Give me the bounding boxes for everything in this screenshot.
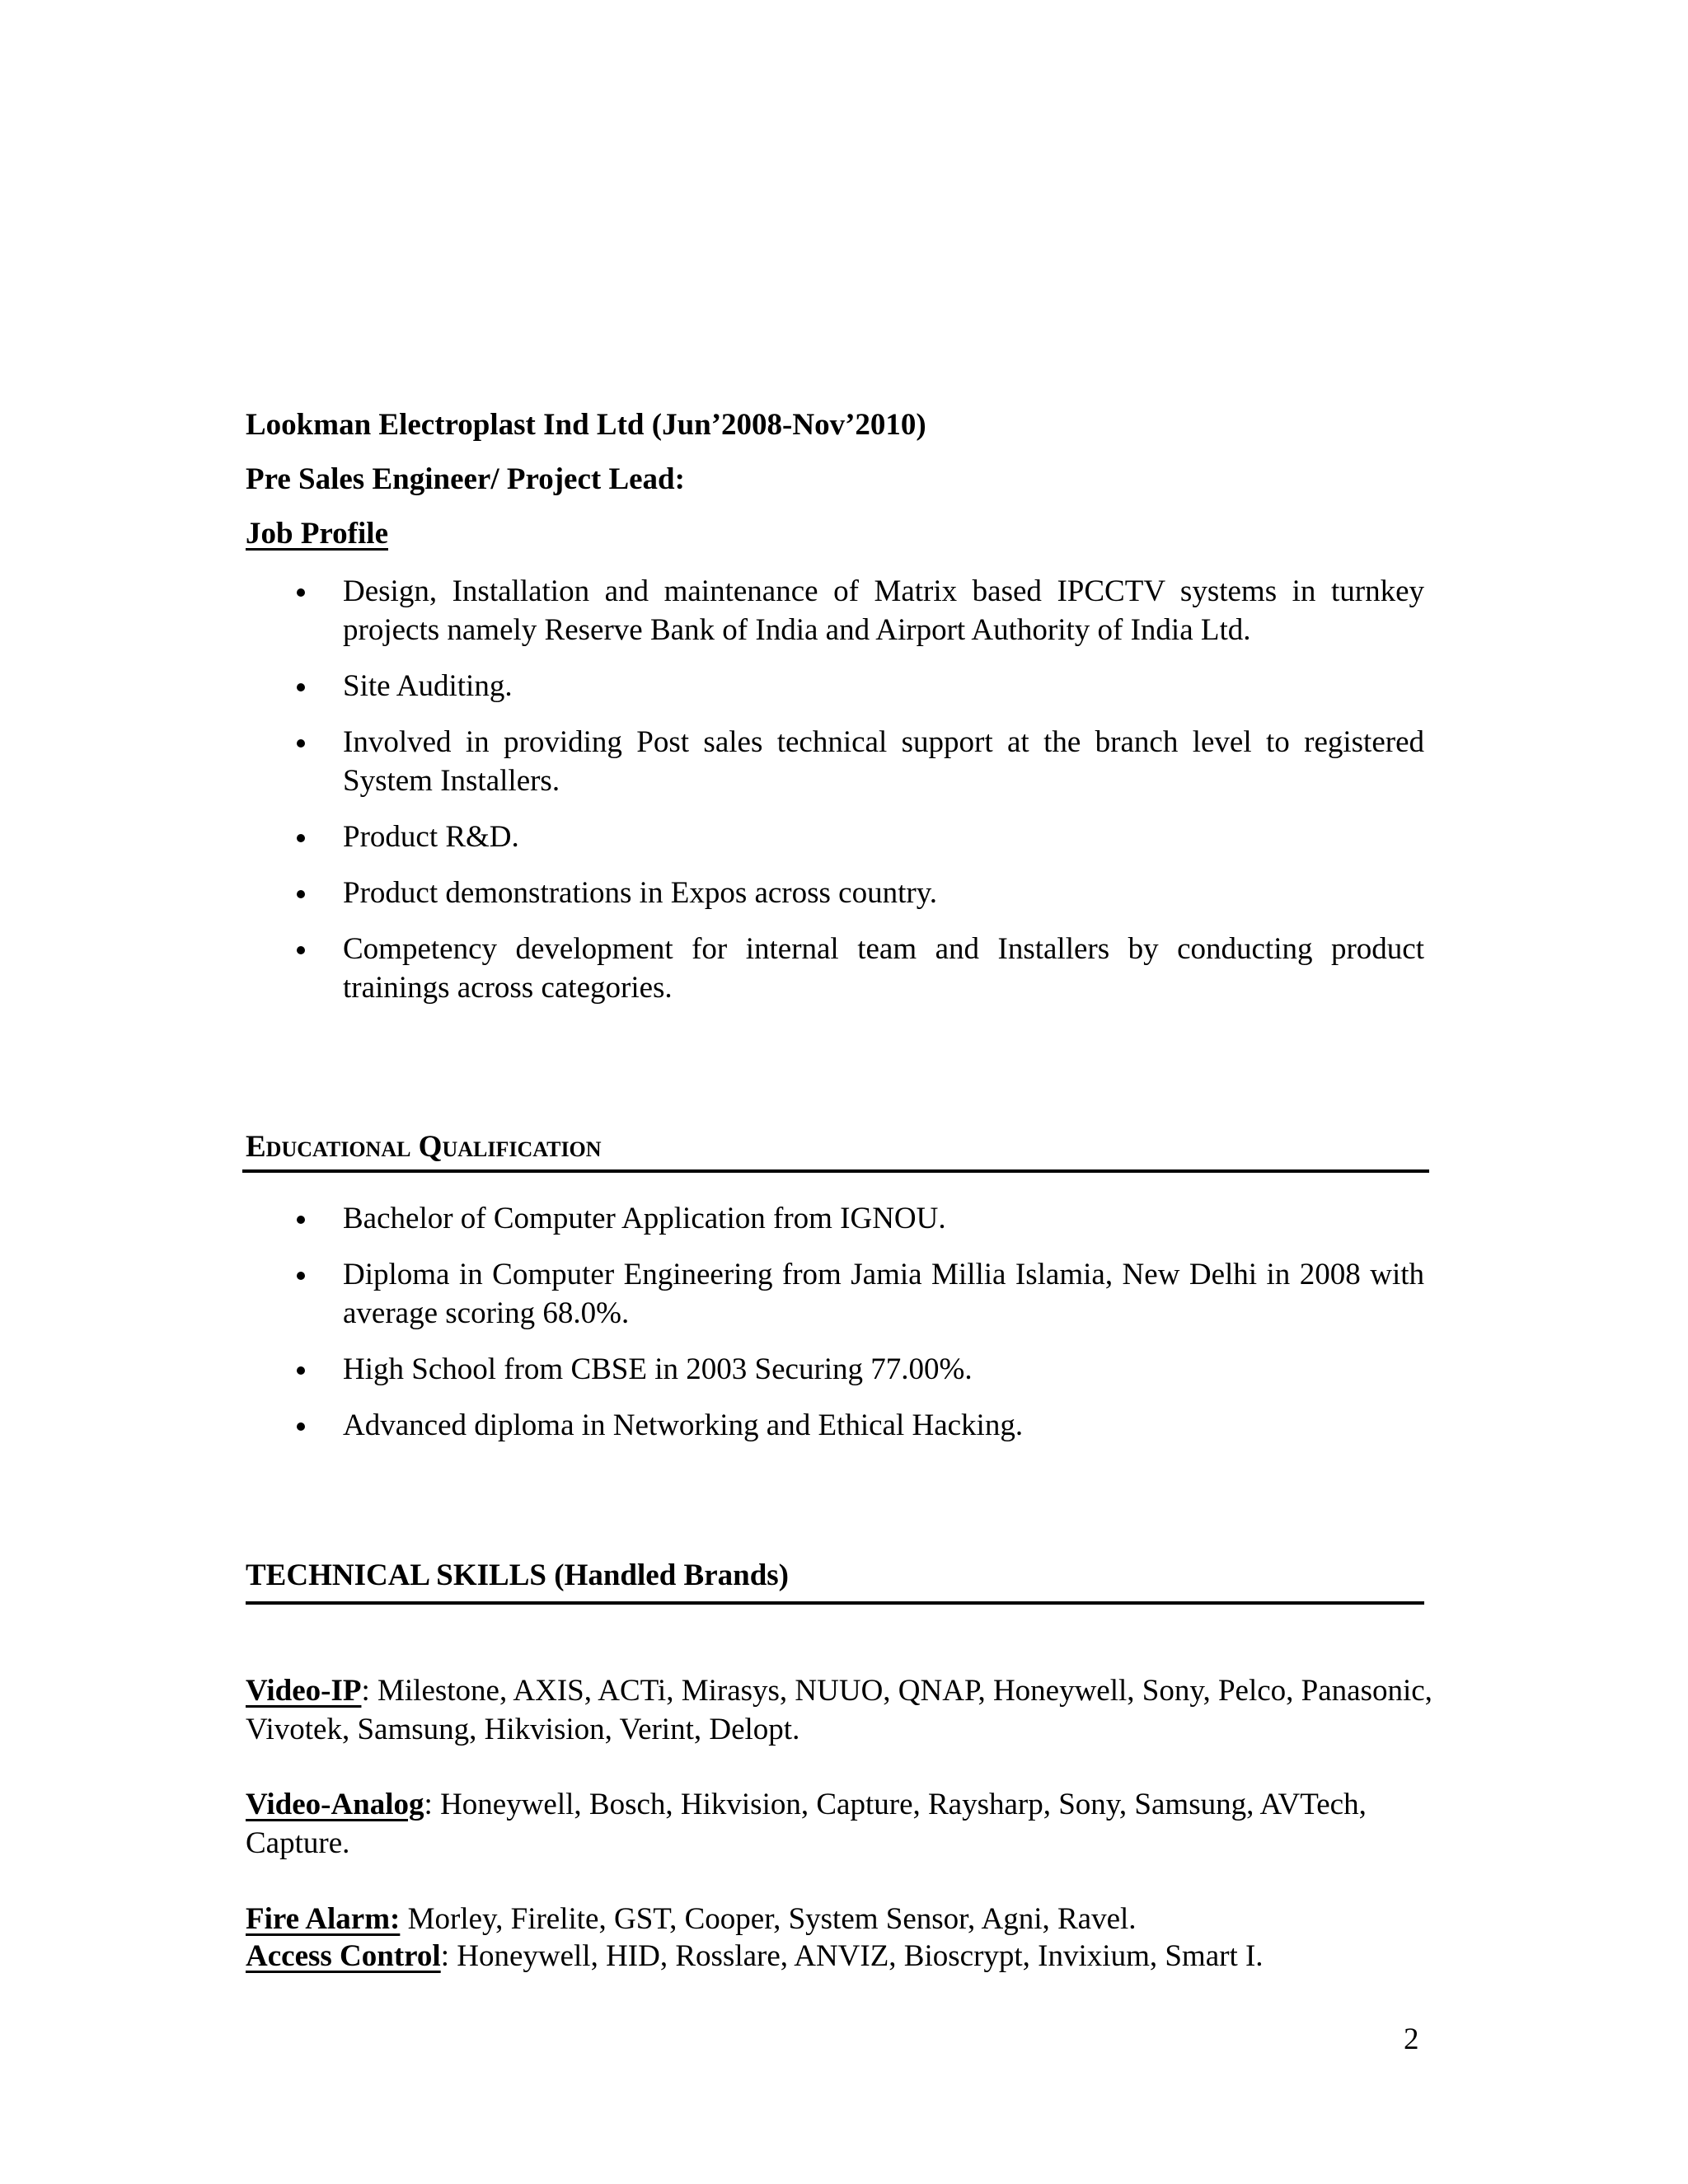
skill-video-analog [246,1785,1432,1863]
list-item [246,723,1424,800]
role-title: Pre Sales Engineer/ Project Lead: [246,462,685,496]
technical-skills-heading: TECHNICAL SKILLS (Handled Brands) [246,1558,790,1592]
skill-video-ip [246,1671,1432,1749]
list-item [246,1255,1424,1333]
job-bullet-text: Competency development for internal team and Installers by conducting product trainings across categories. [343,932,1424,1005]
page-number: 2 [1404,2022,1419,2056]
list-item [246,1406,1424,1445]
list-item [246,930,1424,1007]
skill-value: Morley, Firelite, GST, Cooper, System Sensor, Agni, Ravel. [400,1902,1137,1936]
skill-value: Honeywell, Bosch, Hikvision, Capture, Raysharp, Sony, Samsung, AVTech, Capture. [246,1788,1367,1860]
skill-label: Access Control [246,1939,441,1973]
bullet-icon [297,739,305,748]
bullet-icon [297,1366,305,1375]
bullet-icon [297,946,305,954]
skill-separator: : [424,1788,433,1821]
job-profile-list [246,572,1424,1024]
skill-label: Video-Analog [246,1788,424,1821]
list-item [246,874,1424,912]
list-item [246,572,1424,649]
skill-separator: : [440,1939,449,1973]
bullet-icon [297,1216,305,1224]
job-bullet-text: Design, Installation and maintenance of Matrix based IPCCTV systems in turnkey projects namely Reserve Bank of India and Airport Authority of India Ltd. [343,574,1424,647]
list-item [246,1199,1424,1238]
skill-access-control [246,1937,1432,1975]
skill-label: Fire Alarm: [246,1902,401,1936]
education-bullet-text: Diploma in Computer Engineering from Jamia Millia Islamia, New Delhi in 2008 with average scoring 68.0%. [343,1258,1424,1330]
skill-fire-alarm [246,1900,1432,1938]
bullet-icon [297,588,305,597]
job-bullet-text: Involved in providing Post sales technical support at the branch level to registered System Installers. [343,725,1424,798]
job-bullet-text: Site Auditing. [343,669,513,703]
education-heading: Educational Qualification [246,1130,602,1164]
education-bullet-text: High School from CBSE in 2003 Securing 77.00%. [343,1352,973,1386]
bullet-icon [297,890,305,898]
bullet-icon [297,1272,305,1280]
job-bullet-text: Product R&D. [343,820,519,854]
education-list [246,1199,1424,1462]
job-bullet-text: Product demonstrations in Expos across country. [343,876,938,910]
education-bullet-text: Bachelor of Computer Application from IGNOU. [343,1202,946,1235]
bullet-icon [297,1422,305,1431]
skill-label: Video-IP [246,1674,362,1708]
skill-separator: : [361,1674,370,1708]
education-bullet-text: Advanced diploma in Networking and Ethical Hacking. [343,1408,1024,1442]
skill-value: Milestone, AXIS, ACTi, Mirasys, NUUO, QNAP, Honeywell, Sony, Pelco, Panasonic, Vivotek, Samsung, Hikvision, Verint, Delopt. [246,1674,1432,1746]
list-item [246,1350,1424,1389]
job-profile-heading: Job Profile [246,517,388,551]
bullet-icon [297,834,305,842]
company-title: Lookman Electroplast Ind Ltd (Jun’2008-Nov’2010) [246,408,926,442]
technical-skills-divider [246,1601,1424,1605]
skill-value: Honeywell, HID, Rosslare, ANVIZ, Bioscrypt, Invixium, Smart I. [448,1939,1264,1973]
list-item [246,667,1424,705]
bullet-icon [297,683,305,691]
education-divider [242,1169,1429,1173]
list-item [246,818,1424,856]
